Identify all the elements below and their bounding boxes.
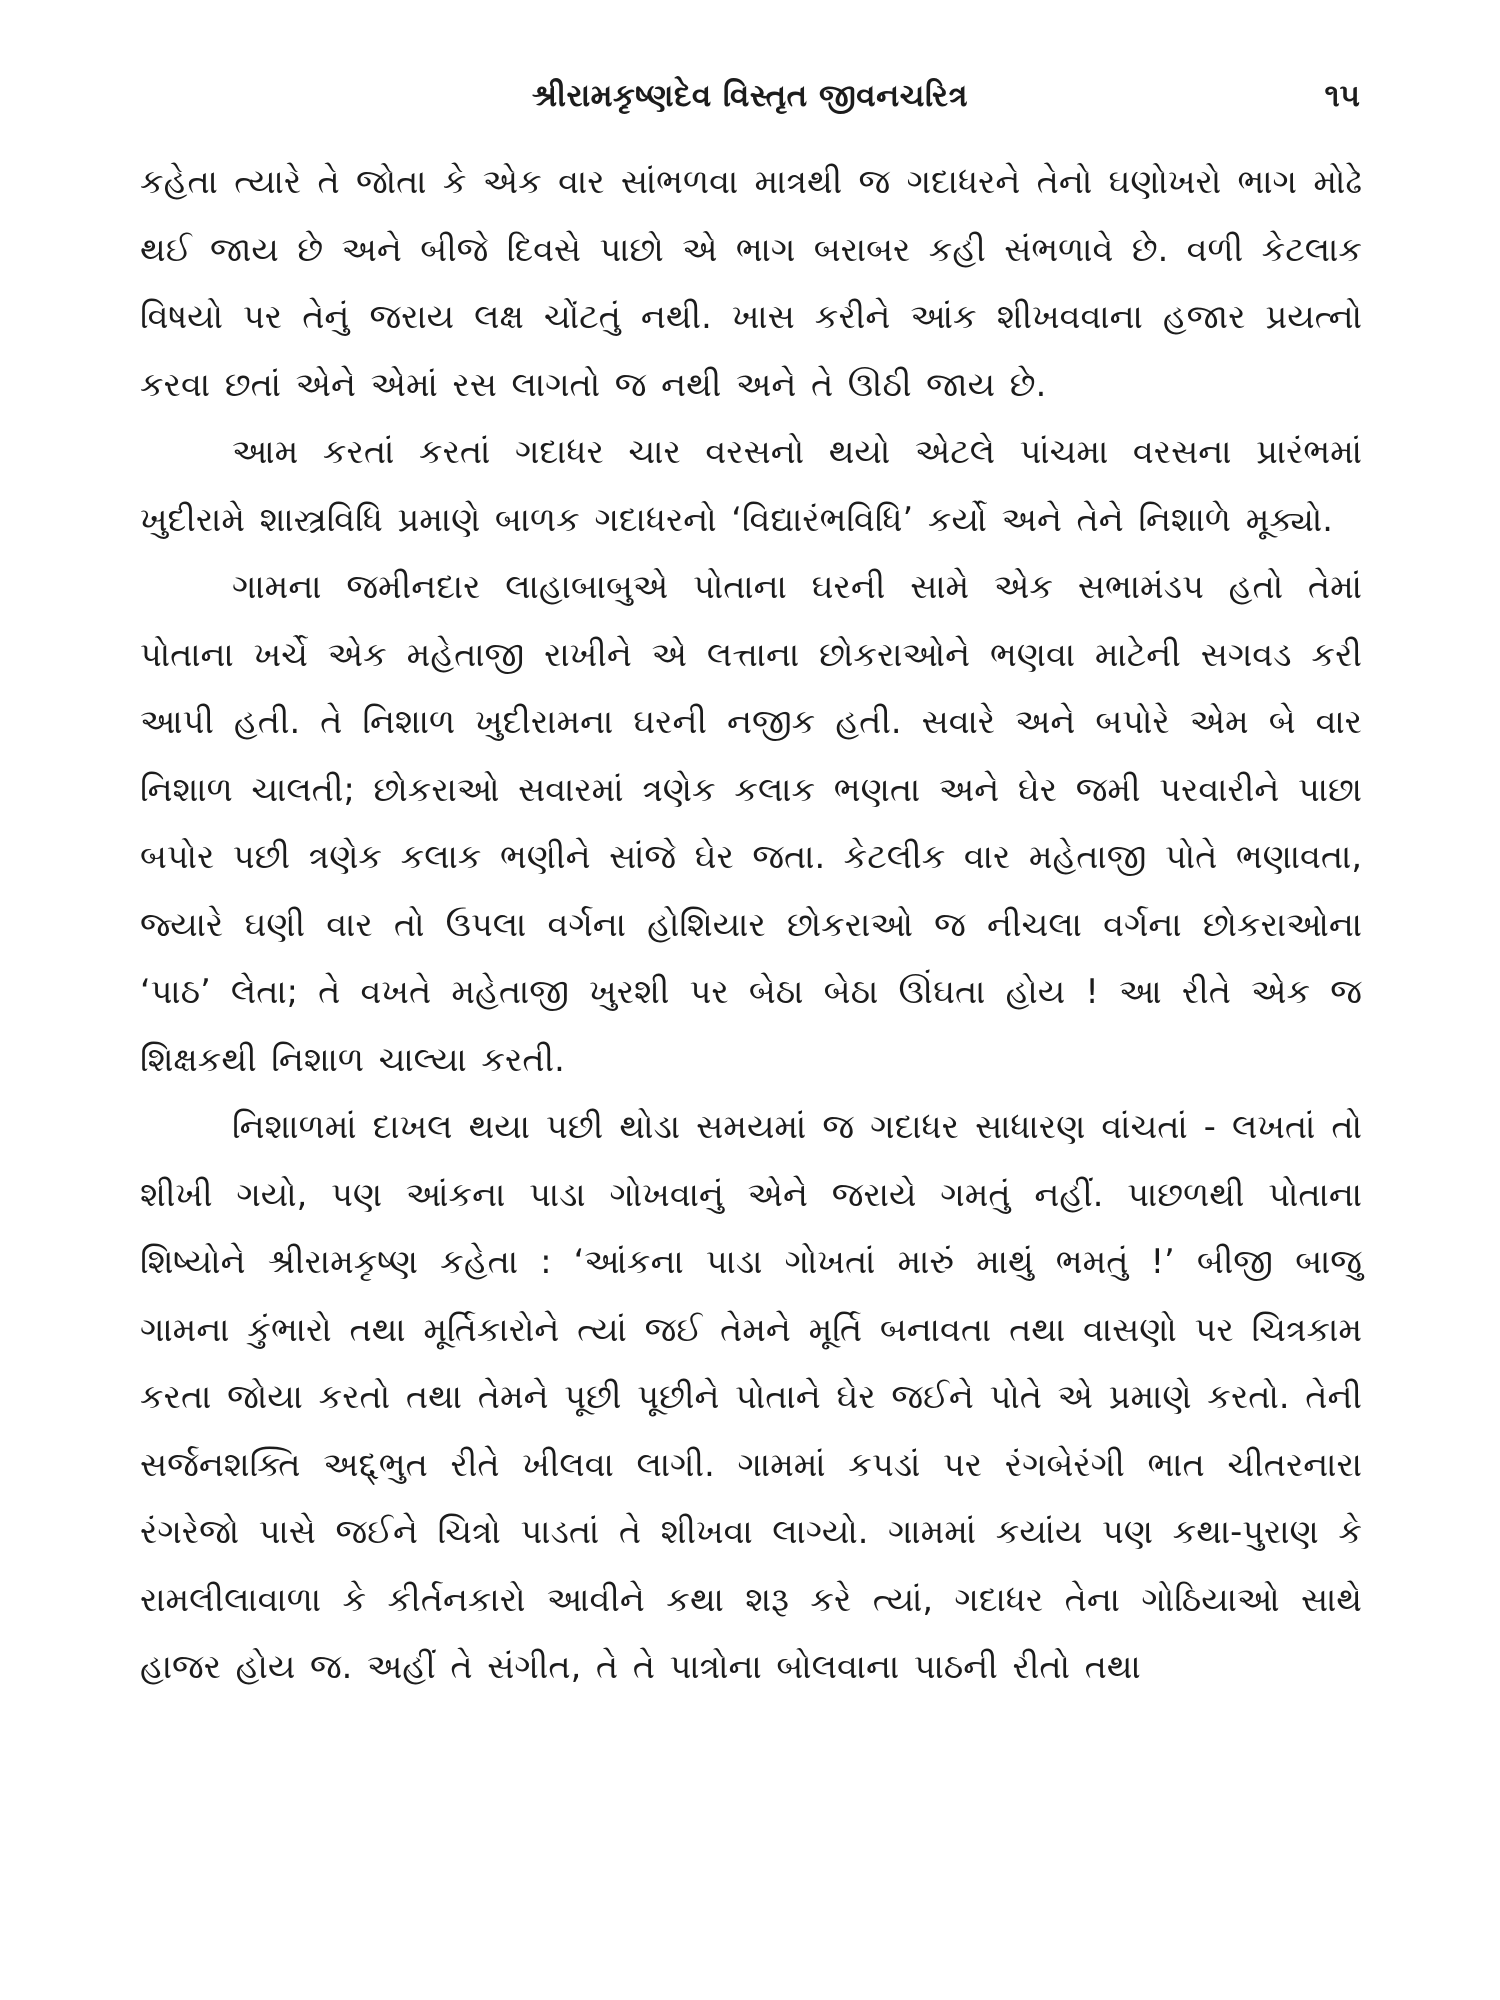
page-number: ૧૫: [1324, 78, 1360, 114]
paragraph: નિશાળમાં દાખલ થયા પછી થોડા સમયમાં જ ગદાધર સાધારણ વાંચતાં - લખતાં તો શીખી ગયો, પણ આંકના પાડા ગોખવાનું એને જરાયે ગમતું નહીં. પાછળથી પોતાના શિષ્યોને શ્રીરામકૃષ્ણ કહેતા : ‘આંકના પાડા ગોખતાં મારું માથું ભમતું !’ બીજી બાજુ ગામના કુંભારો તથા મૂર્તિકારોને ત્યાં જઈ તેમને મૂર્તિ બનાવતા તથા વાસણો પર ચિત્રકામ કરતા જોયા કરતો તથા તેમને પૂછી પૂછીને પોતાને ઘેર જઈને પોતે એ પ્રમાણે કરતો. તેની સર્જનશક્તિ અદ્દ્ભુત રીતે ખીલવા લાગી. ગામમાં કપડાં પર રંગબેરંગી ભાત ચીતરનારા રંગરેજો પાસે જઈને ચિત્રો પાડતાં તે શીખવા લાગ્યો. ગામમાં કયાંય પણ કથા-પુરાણ કે રામલીલાવાળા કે કીર્તનકારો આવીને કથા શરૂ કરે ત્યાં, ગદાધર તેના ગોઠિયાઓ સાથે હાજર હોય જ. અહીં તે સંગીત, તે તે પાત્રોના બોલવાના પાઠની રીતો તથા: [140, 1107, 1362, 1686]
paragraph: કહેતા ત્યારે તે જોતા કે એક વાર સાંભળવા માત્રથી જ ગદાધરને તેનો ઘણોખરો ભાગ મોઢે થઈ જાય છે અને બીજે દિવસે પાછો એ ભાગ બરાબર કહી સંભળાવે છે. વળી કેટલાક વિષયો પર તેનું જરાય લક્ષ ચોંટતું નથી. ખાસ કરીને આંક શીખવવાના હજાર પ્રયત્નો કરવા છતાં એને એમાં રસ લાગતો જ નથી અને તે ઊઠી જાય છે.: [140, 162, 1362, 404]
paragraph: આમ કરતાં કરતાં ગદાધર ચાર વરસનો થયો એટલે પાંચમા વરસના પ્રારંભમાં ખુદીરામે શાસ્ત્રવિધિ પ્રમાણે બાળક ગદાધરનો ‘વિદ્યારંભવિધિ’ કર્યો અને તેને નિશાળે મૂક્યો.: [140, 432, 1362, 539]
paragraph: ગામના જમીનદાર લાહાબાબુએ પોતાના ઘરની સામે એક સભામંડપ હતો તેમાં પોતાના ખર્ચે એક મહેતાજી રાખીને એ લત્તાના છોકરાઓને ભણવા માટેની સગવડ કરી આપી હતી. તે નિશાળ ખુદીરામના ઘરની નજીક હતી. સવારે અને બપોરે એમ બે વાર નિશાળ ચાલતી; છોકરાઓ સવારમાં ત્રણેક કલાક ભણતા અને ઘેર જમી પરવારીને પાછા બપોર પછી ત્રણેક કલાક ભણીને સાંજે ઘેર જતા. કેટલીક વાર મહેતાજી પોતે ભણાવતા, જ્યારે ઘણી વાર તો ઉપલા વર્ગના હોશિયાર છોકરાઓ જ નીચલા વર્ગના છોકરાઓના ‘પાઠ’ લેતા; તે વખતે મહેતાજી ખુરશી પર બેઠા બેઠા ઊંઘતા હોય ! આ રીતે એક જ શિક્ષકથી નિશાળ ચાલ્યા કરતી.: [140, 567, 1362, 1079]
page-header: [140, 78, 1360, 138]
body-text: [140, 148, 1362, 1701]
running-title: શ્રીરામકૃષ્ણદેવ વિસ્તૃત જીવનચરિત્ર: [531, 78, 969, 114]
